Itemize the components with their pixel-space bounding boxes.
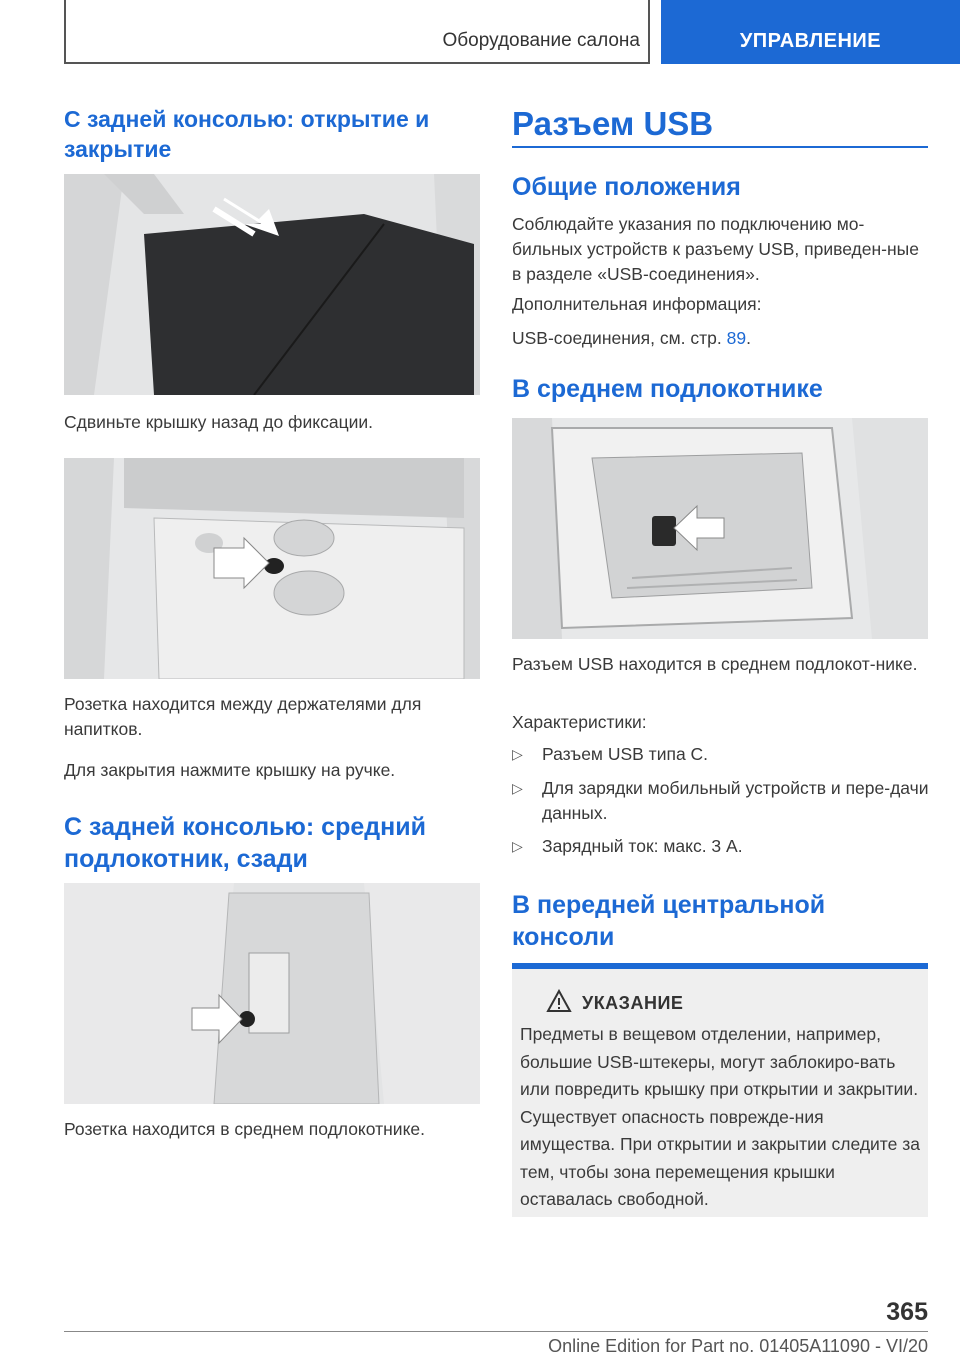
footer-edition: Online Edition for Part no. 01405A11090 - VI/20 (548, 1336, 928, 1356)
spec-item-type: ▷ Разъем USB типа C. (512, 742, 928, 767)
note-title: УКАЗАНИЕ (582, 993, 684, 1013)
usb-reference-end: . (746, 328, 751, 348)
specs-label: Характеристики: (512, 712, 647, 732)
note-text: Предметы в вещевом отделении, например, большие USB-штекеры, могут заблокиро-вать или повредить крышку при открытии и закрытии. Существует опасность поврежде-ния имущества. При открытии и закрытии следите за тем, чтобы зона перемещения крышки оставалась свободной. (520, 1024, 920, 1209)
bullet-triangle-icon: ▷ (512, 746, 523, 762)
note-box (512, 963, 928, 1217)
bullet-triangle-icon: ▷ (512, 838, 523, 854)
page-link-89[interactable]: 89 (726, 328, 747, 348)
warning-triangle-icon (546, 989, 572, 1013)
general-text: Соблюдайте указания по подключению мо-бильных устройств к разъему USB, приведен-ные в разделе «USB-соединения». (512, 214, 919, 284)
illustration-rear-armrest-socket (64, 883, 480, 1104)
header-chapter-tab[interactable]: УПРАВЛЕНИЕ (661, 0, 960, 64)
section-heading-rear-armrest: С задней консолью: средний подлокотник, сзади (64, 813, 426, 873)
bullet-triangle-icon: ▷ (512, 780, 523, 796)
illustration-socket-cupholders (64, 458, 480, 679)
caption-socket-between-cupholders: Розетка находится между держателями для напитков. (64, 694, 422, 739)
illustration-console-lid (64, 174, 480, 395)
heading-general: Общие положения (512, 173, 741, 201)
spec-item-purpose: ▷ Для зарядки мобильный устройств и пере-дачи данных. (512, 778, 929, 823)
footer-divider (64, 1331, 928, 1332)
spec-item-current: ▷ Зарядный ток: макс. 3 А. (512, 834, 928, 859)
heading-front-console: В передней центральной консоли (512, 891, 826, 951)
section-heading-open-close: С задней консолью: открытие и закрытие (64, 106, 430, 162)
header-section-title: Оборудование салона (442, 30, 640, 51)
caption-socket-in-armrest: Розетка находится в среднем подлокотнике. (64, 1119, 426, 1139)
heading-middle-armrest: В среднем подлокотнике (512, 375, 823, 403)
caption-close-lid: Для закрытия нажмите крышку на ручке. (64, 760, 396, 780)
note-top-bar (512, 963, 928, 969)
caption-usb-armrest: Разъем USB находится в среднем подлокот-нике. (512, 654, 918, 674)
caption-slide-lid: Сдвиньте крышку назад до фиксации. (64, 412, 374, 432)
page-title-usb: Разъем USB (512, 105, 714, 142)
usb-reference (512, 326, 928, 351)
more-info-label: Дополнительная информация: (512, 294, 762, 314)
title-underline (512, 146, 928, 148)
illustration-usb-armrest (512, 418, 928, 639)
page-number: 365 (886, 1298, 928, 1326)
usb-reference-text: USB-соединения, см. стр. (512, 328, 727, 348)
